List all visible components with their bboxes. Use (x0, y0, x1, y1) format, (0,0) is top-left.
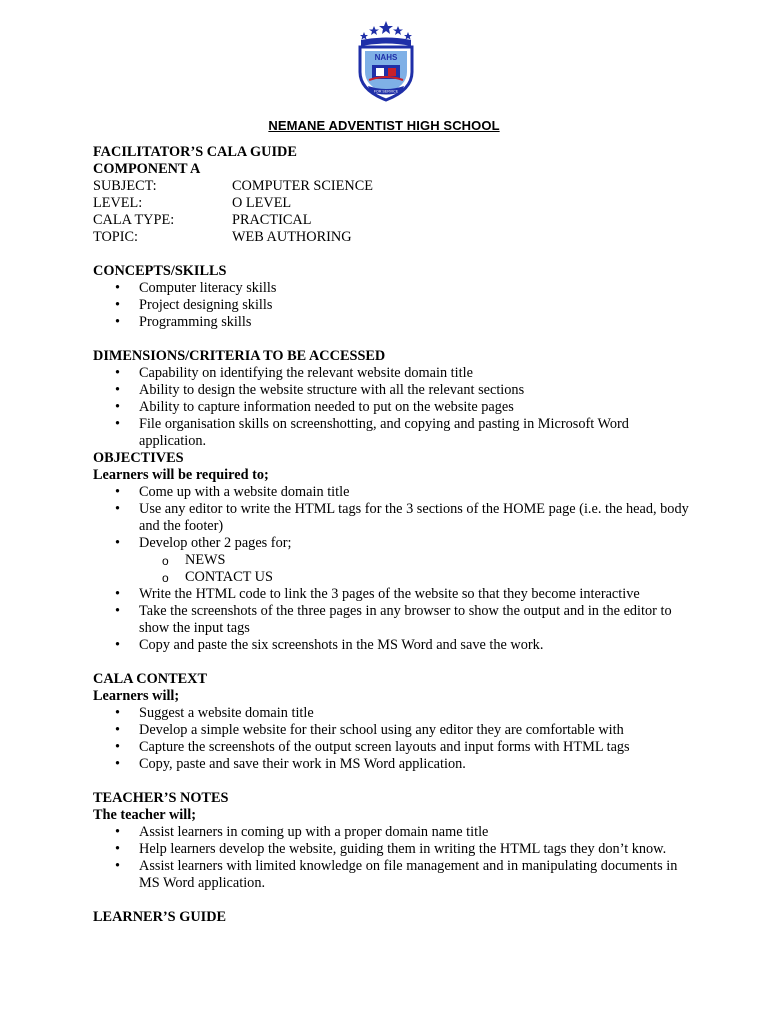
context-list (93, 705, 693, 773)
criteria-heading: DIMENSIONS/CRITERIA TO BE ACCESSED (93, 348, 386, 364)
document-body (93, 144, 693, 926)
sub-list-item: o CONTACT US (93, 569, 693, 586)
list-item: • Suggest a website domain title (93, 705, 693, 722)
field-cala-type (93, 212, 693, 229)
logo-motto: FOR SERVICE (373, 89, 399, 94)
teacher-list (93, 824, 693, 892)
learner-guide-heading: LEARNER’S GUIDE (93, 909, 227, 925)
context-subheading: Learners will; (93, 688, 180, 704)
field-value: COMPUTER SCIENCE (232, 178, 374, 194)
objectives-sublist (93, 552, 693, 586)
field-topic (93, 229, 693, 246)
concepts-heading: CONCEPTS/SKILLS (93, 263, 227, 279)
list-item: • Ability to capture information needed to put on the website pages (93, 399, 693, 416)
field-value: WEB AUTHORING (232, 229, 352, 245)
list-item: • Use any editor to write the HTML tags for the 3 sections of the HOME page (i.e. the head, body and the footer) (93, 501, 693, 535)
component-label: COMPONENT A (93, 161, 201, 177)
sub-list-item: o NEWS (93, 552, 693, 569)
objectives-heading: OBJECTIVES (93, 450, 184, 466)
field-label: LEVEL: (93, 195, 143, 211)
list-item: • Help learners develop the website, guiding them in writing the HTML tags they don’t know. (93, 841, 693, 858)
list-item: • Come up with a website domain title (93, 484, 693, 501)
list-item: • Take the screenshots of the three pages in any browser to show the output and in the editor to show the input tags (93, 603, 693, 637)
list-item: • Assist learners in coming up with a proper domain name title (93, 824, 693, 841)
list-item: • Develop other 2 pages for; (93, 535, 693, 552)
list-item: • Assist learners with limited knowledge on file management and in manipulating documents in MS Word application. (93, 858, 693, 892)
objectives-list (93, 484, 693, 552)
objectives-subheading: Learners will be required to; (93, 467, 269, 483)
logo-text: NAHS (374, 53, 398, 62)
field-subject (93, 178, 693, 195)
list-item: • Capability on identifying the relevant website domain title (93, 365, 693, 382)
list-item: • Copy, paste and save their work in MS Word application. (93, 756, 693, 773)
school-crest-logo (355, 20, 417, 104)
field-label: SUBJECT: (93, 178, 157, 194)
field-label: CALA TYPE: (93, 212, 175, 228)
list-item: • Copy and paste the six screenshots in the MS Word and save the work. (93, 637, 693, 654)
list-item: • Capture the screenshots of the output screen layouts and input forms with HTML tags (93, 739, 693, 756)
context-heading: CALA CONTEXT (93, 671, 207, 687)
field-level (93, 195, 693, 212)
list-item: • Programming skills (93, 314, 693, 331)
objectives-list-continued (93, 586, 693, 654)
list-item: • File organisation skills on screenshotting, and copying and pasting in Microsoft Word application. (93, 416, 693, 450)
school-name: NEMANE ADVENTIST HIGH SCHOOL (268, 118, 500, 133)
field-value: PRACTICAL (232, 212, 312, 228)
field-value: O LEVEL (232, 195, 292, 211)
list-item: • Computer literacy skills (93, 280, 693, 297)
field-label: TOPIC: (93, 229, 139, 245)
list-item: • Project designing skills (93, 297, 693, 314)
list-item: • Ability to design the website structure with all the relevant sections (93, 382, 693, 399)
guide-title: FACILITATOR’S CALA GUIDE (93, 144, 297, 160)
concepts-list (93, 280, 693, 331)
criteria-list (93, 365, 693, 450)
teacher-heading: TEACHER’S NOTES (93, 790, 229, 806)
list-item: • Write the HTML code to link the 3 pages of the website so that they become interactive (93, 586, 693, 603)
list-item: • Develop a simple website for their school using any editor they are comfortable with (93, 722, 693, 739)
teacher-subheading: The teacher will; (93, 807, 196, 823)
